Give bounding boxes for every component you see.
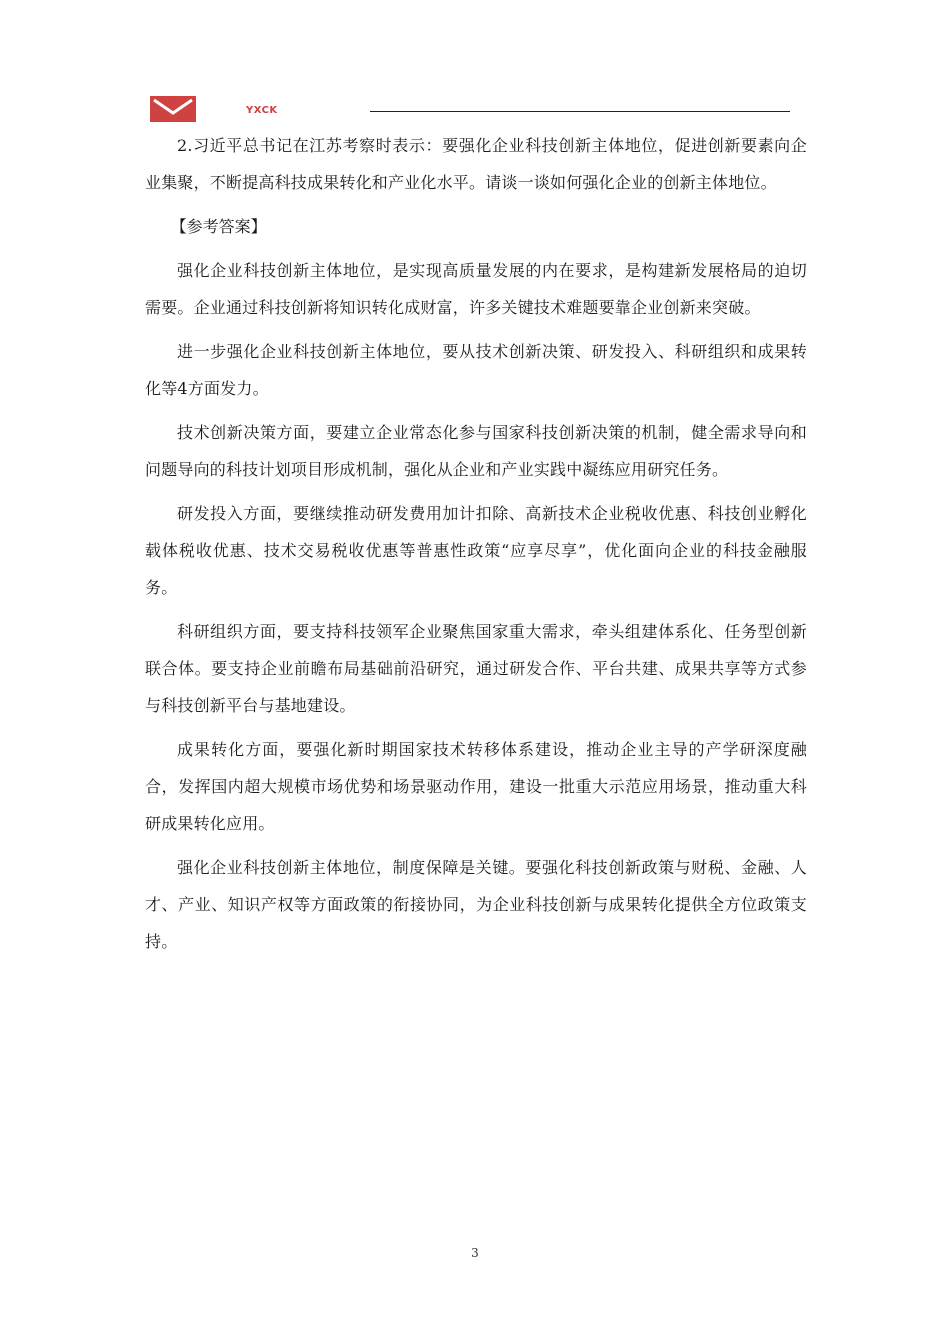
brand-text: YXCK xyxy=(246,105,278,116)
answer-paragraph: 进一步强化企业科技创新主体地位，要从技术创新决策、研发投入、科研组织和成果转化等4方面发力。 xyxy=(145,342,807,398)
answer-paragraph: 强化企业科技创新主体地位，是实现高质量发展的内在要求，是构建新发展格局的迫切需要。企业通过科技创新将知识转化成财富，许多关键技术难题要靠企业创新来突破。 xyxy=(145,261,807,317)
page-number: 3 xyxy=(471,1246,479,1260)
question-text: 2.习近平总书记在江苏考察时表示：要强化企业科技创新主体地位，促进创新要素向企业集聚，不断提高科技成果转化和产业化水平。请谈一谈如何强化企业的创新主体地位。 xyxy=(145,136,807,192)
header-divider xyxy=(370,111,790,112)
answer-label: 【参考答案】 xyxy=(170,217,267,236)
page-header xyxy=(0,0,950,130)
document-body xyxy=(145,127,807,967)
answer-paragraph: 科研组织方面，要支持科技领军企业聚焦国家重大需求，牵头组建体系化、任务型创新联合体。要支持企业前瞻布局基础前沿研究，通过研发合作、平台共建、成果共享等方式参与科技创新平台与基地建设。 xyxy=(145,622,807,715)
answer-paragraph: 强化企业科技创新主体地位，制度保障是关键。要强化科技创新政策与财税、金融、人才、产业、知识产权等方面政策的衔接协同，为企业科技创新与成果转化提供全方位政策支持。 xyxy=(145,858,807,951)
answer-paragraph: 成果转化方面，要强化新时期国家技术转移体系建设，推动企业主导的产学研深度融合，发挥国内超大规模市场优势和场景驱动作用，建设一批重大示范应用场景，推动重大科研成果转化应用。 xyxy=(145,740,807,833)
envelope-logo-icon xyxy=(150,96,196,122)
answer-paragraph: 技术创新决策方面，要建立企业常态化参与国家科技创新决策的机制，健全需求导向和问题导向的科技计划项目形成机制，强化从企业和产业实践中凝练应用研究任务。 xyxy=(145,423,807,479)
answer-paragraph: 研发投入方面，要继续推动研发费用加计扣除、高新技术企业税收优惠、科技创业孵化载体税收优惠、技术交易税收优惠等普惠性政策“应享尽享”，优化面向企业的科技金融服务。 xyxy=(145,504,807,597)
